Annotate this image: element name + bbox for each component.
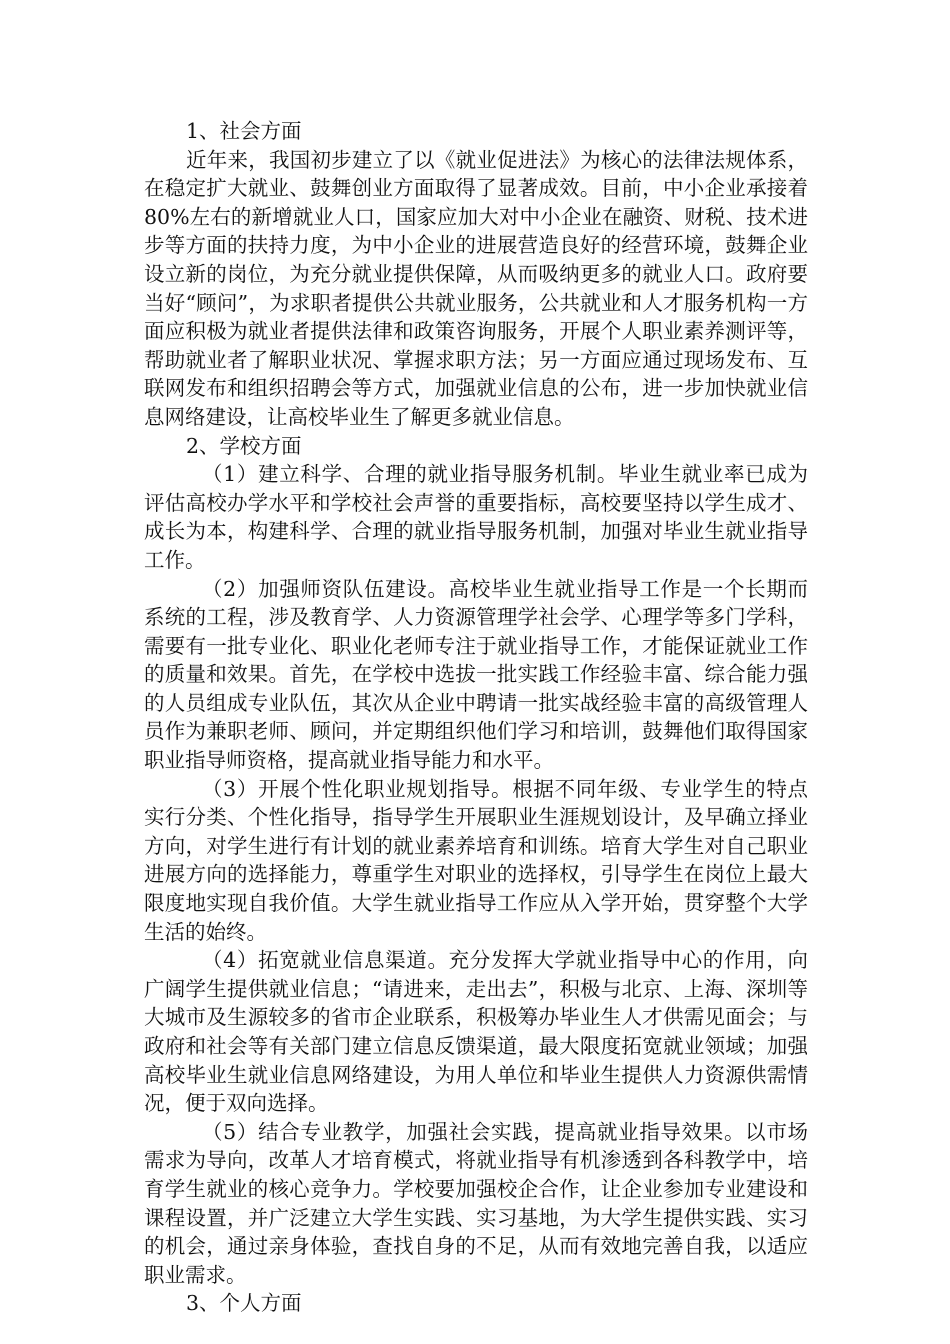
section-heading-school: 2、学校方面 [186,433,302,458]
paragraph-social: 近年来，我国初步建立了以《就业促进法》为核心的法律法规体系，在稳定扩大就业、鼓舞创业方面取得了显著成效。目前，中小企业承接着80%左右的新增就业人口，国家应加大对中小企业在融资、财税、技术进步等方面的扶持力度，为中小企业的进展营造良好的经营环境，鼓舞企业设立新的岗位，为充分就业提供保障，从而吸纳更多的就业人口。政府要当好“顾问”，为求职者提供公共就业服务，公共就业和人才服务机构一方面应积极为就业者提供法律和政策咨询服务，开展个人职业素养测评等，帮助就业者了解职业状况、掌握求职方法；另一方面应通过现场发布、互联网发布和组织招聘会等方式，加强就业信息的公布，进一步加快就业信息网络建设，让高校毕业生了解更多就业信息。 [144,147,808,429]
paragraph-school-1: （1）建立科学、合理的就业指导服务机制。毕业生就业率已成为评估高校办学水平和学校社会声誉的重要指标，高校要坚持以学生成才、成长为本，构建科学、合理的就业指导服务机制，加强对毕业生就业指导工作。 [144,462,808,572]
paragraph-school-5: （5）结合专业教学，加强社会实践，提高就业指导效果。以市场需求为导向，改革人才培育模式，将就业指导有机渗透到各科教学中，培育学生就业的核心竞争力。学校要加强校企合作，让企业参加专业建设和课程设置，并广泛建立大学生实践、实习基地，为大学生提供实践、实习的机会，通过亲身体验，查找自身的不足，从而有效地完善自我，以适应职业需求。 [144,1119,808,1287]
document-body [144,117,808,1318]
section-heading-social: 1、社会方面 [186,119,302,143]
paragraph-school-4: （4）拓宽就业信息渠道。充分发挥大学就业指导中心的作用，向广阔学生提供就业信息；“请进来，走出去”，积极与北京、上海、深圳等大城市及生源较多的省市企业联系，积极筹办毕业生人才供需见面会；与政府和社会等有关部门建立信息反馈渠道，最大限度拓宽就业领域；加强高校毕业生就业信息网络建设，为用人单位和毕业生提供人力资源供需情况，便于双向选择。 [144,948,808,1116]
section-heading-personal: 3、个人方面 [186,1291,302,1316]
paragraph-school-3: （3）开展个性化职业规划指导。根据不同年级、专业学生的特点实行分类、个性化指导，指导学生开展职业生涯规划设计，及早确立择业方向，对学生进行有计划的就业素养培育和训练。培育大学生对自己职业进展方向的选择能力，尊重学生对职业的选择权，引导学生在岗位上最大限度地实现自我价值。大学生就业指导工作应从入学开始，贯穿整个大学生活的始终。 [144,776,808,944]
paragraph-school-2: （2）加强师资队伍建设。高校毕业生就业指导工作是一个长期而系统的工程，涉及教育学、人力资源管理学社会学、心理学等多门学科，需要有一批专业化、职业化老师专注于就业指导工作，才能保证就业工作的质量和效果。首先，在学校中选拔一批实践工作经验丰富、综合能力强的人员组成专业队伍，其次从企业中聘请一批实战经验丰富的高级管理人员作为兼职老师、顾问，并定期组织他们学习和培训，鼓舞他们取得国家职业指导师资格，提高就业指导能力和水平。 [144,576,808,773]
